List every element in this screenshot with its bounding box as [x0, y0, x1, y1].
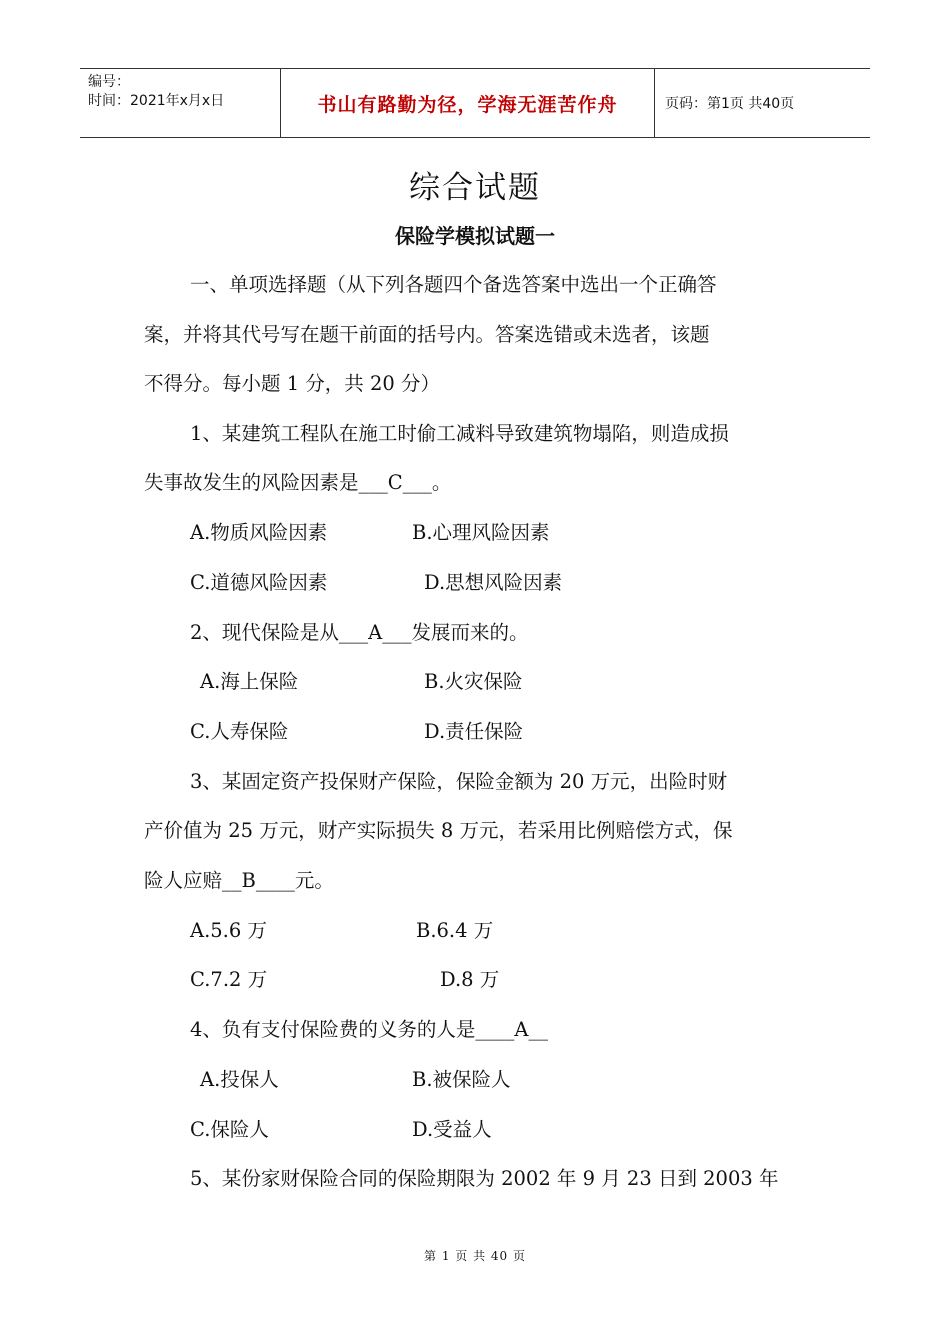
- section-instruction-line-1: 一、单项选择题（从下列各题四个备选答案中选出一个正确答: [190, 273, 717, 296]
- document-subtitle: 保险学模拟试题一: [395, 224, 555, 248]
- question-1-option-c: C.道德风险因素: [190, 571, 328, 594]
- question-3-line-3: 险人应赔__B____元。: [144, 869, 334, 892]
- question-3-option-d: D.8 万: [440, 968, 500, 991]
- date-label: 时间：2021年x月x日: [88, 93, 225, 109]
- question-3-line-2: 产价值为 25 万元，财产实际损失 8 万元，若采用比例赔偿方式，保: [144, 819, 733, 842]
- number-label: 编号：: [88, 74, 130, 90]
- header-meta: [80, 69, 281, 137]
- question-4-option-a: A.投保人: [200, 1068, 279, 1091]
- question-3-option-c: C.7.2 万: [190, 968, 268, 991]
- question-2-option-b: B.火灾保险: [424, 670, 523, 693]
- question-3-option-b: B.6.4 万: [416, 919, 494, 942]
- document-title: 综合试题: [409, 170, 541, 206]
- question-1-line-1: 1、某建筑工程队在施工时偷工减料导致建筑物塌陷，则造成损: [190, 422, 729, 445]
- question-5-line-1: 5、某份家财保险合同的保险期限为 2002 年 9 月 23 日到 2003 年: [190, 1167, 779, 1190]
- question-3-option-a: A.5.6 万: [190, 919, 267, 942]
- question-1-option-a: A.物质风险因素: [190, 521, 328, 544]
- page-header: [80, 68, 870, 138]
- question-2-option-d: D.责任保险: [424, 720, 524, 743]
- question-4-option-d: D.受益人: [412, 1118, 492, 1141]
- question-4-option-b: B.被保险人: [412, 1068, 511, 1091]
- header-motto: 书山有路勤为径，学海无涯苦作舟: [281, 69, 655, 137]
- question-3-line-1: 3、某固定资产投保财产保险，保险金额为 20 万元，出险时财: [190, 770, 728, 793]
- question-1-option-d: D.思想风险因素: [424, 571, 563, 594]
- question-2-option-c: C.人寿保险: [190, 720, 289, 743]
- header-page-info: 页码：第1页 共40页: [665, 96, 795, 112]
- question-1-option-b: B.心理风险因素: [412, 521, 550, 544]
- section-instruction-line-3: 不得分。每小题 1 分，共 20 分）: [144, 372, 441, 395]
- section-instruction-line-2: 案，并将其代号写在题干前面的括号内。答案选错或未选者，该题: [144, 323, 710, 346]
- question-2-line-1: 2、现代保险是从___A___发展而来的。: [190, 621, 529, 644]
- question-1-line-2: 失事故发生的风险因素是___C___。: [144, 471, 452, 494]
- page-footer: 第 1 页 共 40 页: [424, 1249, 526, 1263]
- question-4-option-c: C.保险人: [190, 1118, 269, 1141]
- question-4-line-1: 4、负有支付保险费的义务的人是____A__: [190, 1018, 548, 1041]
- question-2-option-a: A.海上保险: [200, 670, 299, 693]
